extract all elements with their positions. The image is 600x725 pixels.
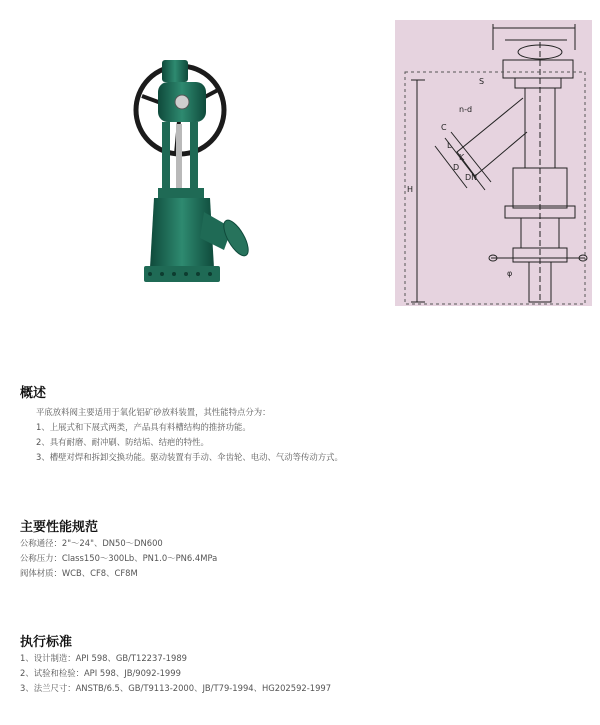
spec-line: 阀体材质：WCB、CF8、CF8M bbox=[20, 568, 138, 578]
dim-label-k: K bbox=[459, 153, 465, 162]
dim-label-c: C bbox=[441, 123, 447, 132]
valve-product-photo bbox=[128, 28, 258, 298]
spec-line: 公称通径：2"～24"、DN50～DN600 bbox=[20, 538, 163, 548]
standard-line: 2、试验和检验：API 598、JB/9092-1999 bbox=[20, 668, 181, 678]
overview-item: 2、具有耐磨、耐冲刷、防结垢、结疤的特性。 bbox=[36, 437, 209, 447]
standards-heading: 执行标准 bbox=[20, 635, 73, 650]
dim-label-l: L bbox=[447, 141, 452, 150]
overview-item: 1、上展式和下展式两类，产品具有料槽结构的推挤功能。 bbox=[36, 422, 251, 432]
overview-item: 3、槽壁对焊和拆卸交换功能。驱动装置有手动、伞齿轮、电动、气动等传动方式。 bbox=[36, 452, 343, 462]
overview-intro: 平底放料阀主要适用于氧化铝矿砂放料装置，其性能特点分为： bbox=[36, 407, 271, 417]
dim-label-phi: φ bbox=[507, 269, 513, 278]
technical-drawing bbox=[395, 20, 592, 306]
spec-line: 公称压力：Class150～300Lb、PN1.0～PN6.4MPa bbox=[20, 553, 218, 563]
overview-heading: 概述 bbox=[20, 386, 47, 401]
standard-line: 1、设计制造：API 598、GB/T12237-1989 bbox=[20, 653, 188, 663]
valve-illustration bbox=[128, 28, 258, 298]
specs-heading: 主要性能规范 bbox=[20, 520, 99, 535]
dim-label-d: D bbox=[453, 163, 460, 172]
valve-section-drawing bbox=[395, 20, 592, 306]
dim-label-h: H bbox=[407, 185, 414, 194]
dim-label-nd: n-d bbox=[459, 105, 473, 114]
standard-line: 3、法兰尺寸：ANSTB/6.5、GB/T9113-2000、JB/T79-1994、HG202592-1997 bbox=[20, 683, 332, 693]
dim-label-dn: DN bbox=[465, 173, 478, 182]
dim-label-s: S bbox=[479, 77, 485, 86]
